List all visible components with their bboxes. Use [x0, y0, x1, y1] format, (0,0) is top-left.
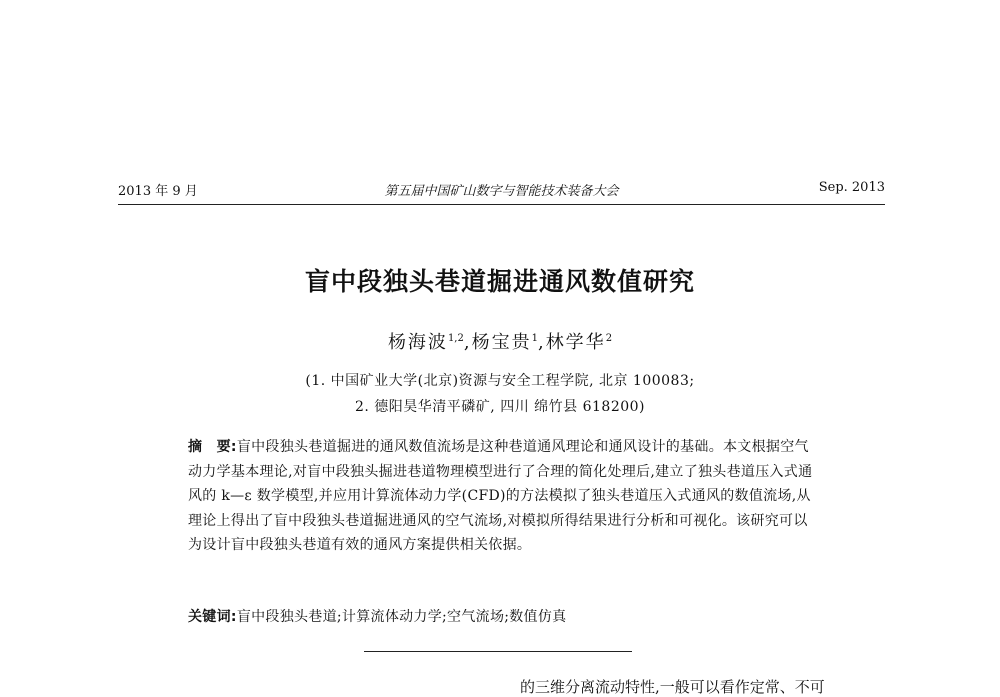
- affiliation-1: (1. 中国矿业大学(北京)资源与安全工程学院, 北京 100083;: [305, 373, 695, 389]
- author-name: 杨海波: [387, 332, 448, 353]
- author-name: 林学华: [545, 332, 606, 353]
- keywords-label: 关键词:: [188, 609, 237, 625]
- header-conference: 第五届中国矿山数字与智能技术装备大会: [384, 184, 619, 199]
- header-date-en: Sep. 2013: [818, 180, 885, 195]
- author-affiliation-mark: 1,2: [447, 333, 464, 344]
- keywords-text: 盲中段独头巷道;计算流体动力学;空气流场;数值仿真: [236, 609, 567, 625]
- body-text-fragment: 的三维分离流动特性,一般可以看作定常、不可: [520, 678, 825, 696]
- affiliation-2: 2. 德阳昊华清平磷矿, 四川 绵竹县 618200): [354, 399, 645, 415]
- header-date-cn: 2013 年 9 月: [118, 184, 198, 199]
- author-line: 杨海波$^{1,2}$,杨宝贵$^1$,林学华$^2$: [387, 332, 613, 353]
- author-name: 杨宝贵: [471, 332, 532, 353]
- author-affiliation-mark: 1: [531, 333, 538, 344]
- section-divider: [364, 651, 632, 652]
- running-header: [118, 180, 885, 202]
- abstract-text: 盲中段独头巷道掘进的通风数值流场是这种巷道通风理论和通风设计的基础。本文根据空气动力学基本理论,对盲中段独头掘进巷道物理模型进行了合理的简化处理后,建立了独头巷道压入式通风的 k—ε 数学模型,并应用计算流体动力学(CFD)的方法模拟了独头巷道压入式通风的数值流场,从理论上得出了盲中段独头巷道掘进通风的空气流场,对模拟所得结果进行分析和可视化。该研究可以为设计盲中段独头巷道有效的通风方案提供相关依据。: [188, 439, 813, 553]
- paper-title: 盲中段独头巷道掘进通风数值研究: [304, 267, 695, 296]
- abstract: [188, 435, 816, 558]
- header-rule: [118, 204, 885, 205]
- keywords: [188, 606, 816, 626]
- author-affiliation-mark: 2: [605, 333, 613, 344]
- abstract-label: 摘 要:: [188, 439, 237, 455]
